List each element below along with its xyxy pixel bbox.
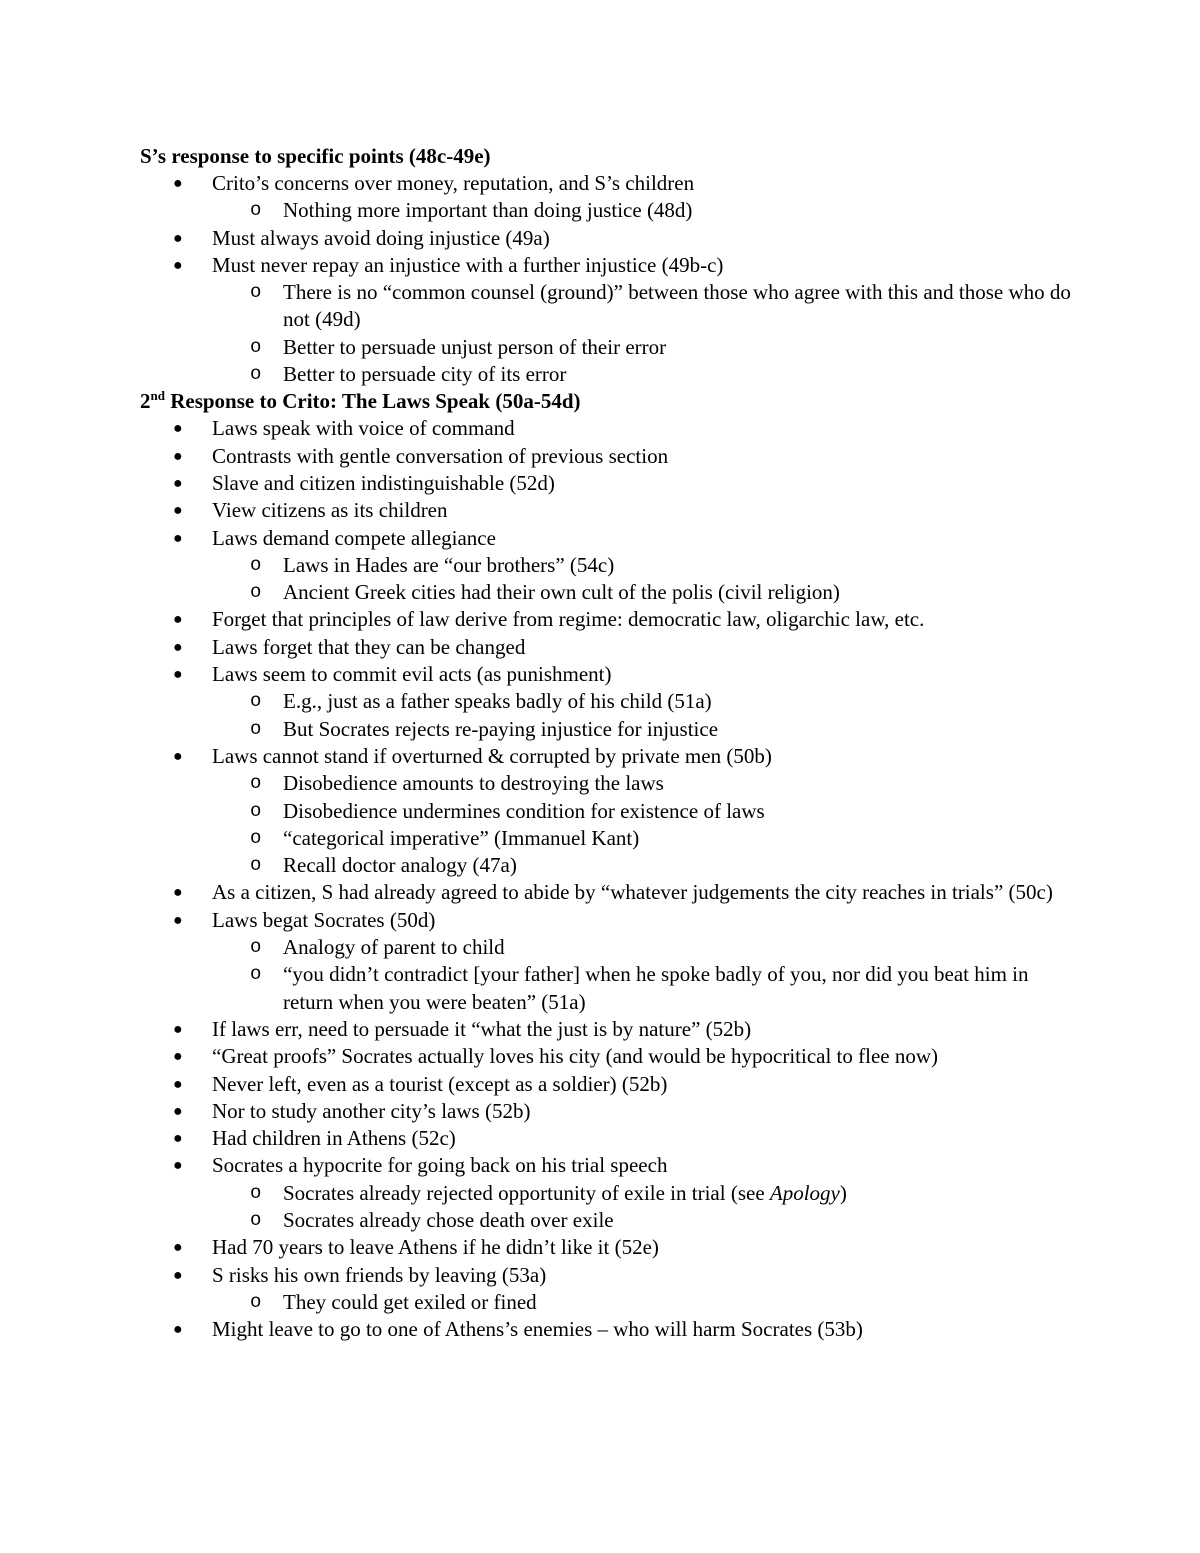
bullet-item xyxy=(140,443,1080,470)
sub-bullet-item xyxy=(140,1207,1080,1234)
sub-bullet-item xyxy=(140,716,1080,743)
sub-bullet-icon: o xyxy=(250,690,262,713)
sub-bullet-icon: o xyxy=(250,1181,262,1204)
sub-bullet-icon: o xyxy=(250,553,262,576)
bullet-text: Must never repay an injustice with a further injustice (49b-c) xyxy=(212,252,724,277)
bullet-item xyxy=(140,1316,1080,1343)
bullet-item xyxy=(140,252,1080,279)
bullet-icon: ● xyxy=(173,1048,183,1066)
sub-bullet-item xyxy=(140,579,1080,606)
bullet-text: Crito’s concerns over money, reputation, and S’s children xyxy=(212,171,695,195)
bullet-item xyxy=(140,497,1080,524)
bullet-text: S risks his own friends by leaving (53a) xyxy=(212,1262,547,1287)
sub-bullet-icon: o xyxy=(250,717,262,740)
document-body xyxy=(140,143,1080,1343)
bullet-text: Laws forget that they can be changed xyxy=(212,634,526,659)
heading-ordinal-suffix: nd xyxy=(150,388,165,404)
bullet-text: Disobedience undermines condition for existence of laws xyxy=(283,798,765,823)
bullet-icon: ● xyxy=(173,447,183,465)
bullet-item xyxy=(140,225,1080,252)
bullet-item xyxy=(140,415,1080,442)
bullet-icon: ● xyxy=(173,1102,183,1120)
bullet-text: Contrasts with gentle conversation of previous section xyxy=(212,443,669,468)
book-title: Apology xyxy=(769,1180,840,1205)
heading-text: Response to Crito: The Laws Speak (50a-54d) xyxy=(164,389,581,414)
bullet-icon: ● xyxy=(173,1130,183,1148)
bullet-icon: ● xyxy=(173,502,183,520)
bullet-icon: ● xyxy=(173,529,183,547)
bullet-text: There is no “common counsel (ground)” between those who agree with this and those who do not (49d) xyxy=(283,280,1071,332)
sub-bullet-icon: o xyxy=(250,936,262,959)
section-heading: S’s response to specific points (48c-49e) xyxy=(140,144,491,168)
bullet-item xyxy=(140,1016,1080,1043)
bullet-text: Socrates a hypocrite for going back on his trial speech xyxy=(212,1153,668,1178)
bullet-text: Better to persuade unjust person of their error xyxy=(283,334,667,359)
sub-bullet-item xyxy=(140,798,1080,825)
bullet-text: Laws seem to commit evil acts (as punishment) xyxy=(212,662,612,687)
bullet-text: “Great proofs” Socrates actually loves his city (and would be hypocritical to flee now) xyxy=(212,1044,939,1069)
bullet-icon: ● xyxy=(173,229,183,247)
bullet-item xyxy=(140,907,1080,934)
sub-bullet-item xyxy=(140,770,1080,797)
bullet-text: Laws begat Socrates (50d) xyxy=(212,907,436,932)
bullet-item xyxy=(140,743,1080,770)
bullet-icon: ● xyxy=(173,1020,183,1038)
bullet-icon: ● xyxy=(173,611,183,629)
sub-bullet-item xyxy=(140,934,1080,961)
bullet-icon: ● xyxy=(173,1321,183,1339)
section-heading xyxy=(140,388,1080,415)
bullet-text: Laws cannot stand if overturned & corrupted by private men (50b) xyxy=(212,743,772,768)
bullet-item xyxy=(140,1125,1080,1152)
bullet-icon: ● xyxy=(173,1239,183,1257)
sub-bullet-item xyxy=(140,1289,1080,1316)
bullet-text: “you didn’t contradict [your father] when he spoke badly of you, nor did you beat him in return when you were beaten” (51a) xyxy=(283,962,1029,1014)
bullet-text: Never left, even as a tourist (except as a soldier) (52b) xyxy=(212,1071,668,1096)
bullet-item xyxy=(140,879,1080,906)
bullet-text: Ancient Greek cities had their own cult of the polis (civil religion) xyxy=(283,580,840,605)
sub-bullet-item xyxy=(140,961,1080,1016)
bullet-icon: ● xyxy=(173,747,183,765)
bullet-text: Better to persuade city of its error xyxy=(283,362,567,387)
bullet-text: Laws speak with voice of command xyxy=(212,416,515,441)
bullet-item xyxy=(140,606,1080,633)
bullet-item xyxy=(140,1262,1080,1289)
bullet-text: E.g., just as a father speaks badly of his child (51a) xyxy=(283,689,712,714)
bullet-item xyxy=(140,470,1080,497)
sub-bullet-icon: o xyxy=(250,799,262,822)
sub-bullet-icon: o xyxy=(250,281,262,304)
bullet-text: View citizens as its children xyxy=(212,498,448,523)
sub-bullet-item xyxy=(140,334,1080,361)
sub-bullet-item xyxy=(140,825,1080,852)
sub-bullet-item xyxy=(140,852,1080,879)
bullet-item xyxy=(140,525,1080,552)
bullet-item xyxy=(140,634,1080,661)
sub-bullet-icon: o xyxy=(250,772,262,795)
heading-number: 2 xyxy=(140,389,151,414)
sub-bullet-icon: o xyxy=(250,335,262,358)
bullet-icon: ● xyxy=(173,175,183,192)
sub-bullet-icon: o xyxy=(250,199,262,222)
bullet-item xyxy=(140,1043,1080,1070)
bullet-text: Forget that principles of law derive from regime: democratic law, oligarchic law, etc. xyxy=(212,607,925,632)
bullet-text: But Socrates rejects re-paying injustice for injustice xyxy=(283,716,719,741)
bullet-icon: ● xyxy=(173,420,183,438)
sub-bullet-icon: o xyxy=(250,963,262,986)
sub-bullet-icon: o xyxy=(250,581,262,604)
bullet-text: Socrates already chose death over exile xyxy=(283,1207,614,1232)
bullet-item xyxy=(140,170,1080,197)
bullet-icon: ● xyxy=(173,666,183,684)
bullet-item xyxy=(140,661,1080,688)
bullet-item xyxy=(140,1234,1080,1261)
sub-bullet-item xyxy=(140,552,1080,579)
bullet-text: Slave and citizen indistinguishable (52d) xyxy=(212,470,555,495)
bullet-text: Laws demand compete allegiance xyxy=(212,525,496,550)
bullet-text: Recall doctor analogy (47a) xyxy=(283,853,517,878)
bullet-item xyxy=(140,1098,1080,1125)
bullet-text: Laws in Hades are “our brothers” (54c) xyxy=(283,552,615,577)
bullet-text: Disobedience amounts to destroying the laws xyxy=(283,771,664,796)
sub-bullet-item xyxy=(140,279,1080,334)
bullet-icon: ● xyxy=(173,1157,183,1175)
sub-bullet-icon: o xyxy=(250,363,262,386)
bullet-text: Analogy of parent to child xyxy=(283,935,505,960)
sub-bullet-icon: o xyxy=(250,826,262,849)
bullet-text: If laws err, need to persuade it “what the just is by nature” (52b) xyxy=(212,1016,752,1041)
bullet-text-part: ) xyxy=(839,1180,847,1205)
bullet-icon: ● xyxy=(173,1075,183,1093)
bullet-text xyxy=(283,1180,1080,1207)
bullet-text: Had 70 years to leave Athens if he didn’t like it (52e) xyxy=(212,1235,659,1260)
bullet-text-part: Socrates already rejected opportunity of exile in trial (see xyxy=(283,1180,770,1205)
sub-bullet-icon: o xyxy=(250,1208,262,1231)
bullet-icon: ● xyxy=(173,474,183,492)
bullet-icon: ● xyxy=(173,1266,183,1284)
sub-bullet-item xyxy=(140,361,1080,388)
sub-bullet-item xyxy=(140,197,1080,224)
bullet-item xyxy=(140,1071,1080,1098)
bullet-text: Nor to study another city’s laws (52b) xyxy=(212,1098,531,1123)
bullet-text: As a citizen, S had already agreed to abide by “whatever judgements the city reaches in trials” (50c) xyxy=(212,880,1053,905)
sub-bullet-item xyxy=(140,688,1080,715)
bullet-text: Had children in Athens (52c) xyxy=(212,1126,456,1151)
bullet-icon: ● xyxy=(173,638,183,656)
bullet-icon: ● xyxy=(173,256,183,274)
bullet-text: Must always avoid doing injustice (49a) xyxy=(212,225,550,250)
bullet-icon: ● xyxy=(173,911,183,929)
sub-bullet-icon: o xyxy=(250,1290,262,1313)
bullet-text: “categorical imperative” (Immanuel Kant) xyxy=(283,825,640,850)
bullet-text: Might leave to go to one of Athens’s enemies – who will harm Socrates (53b) xyxy=(212,1317,863,1342)
sub-bullet-item xyxy=(140,1180,1080,1207)
bullet-text: Nothing more important than doing justice (48d) xyxy=(283,198,693,223)
sub-bullet-icon: o xyxy=(250,854,262,877)
bullet-text: They could get exiled or fined xyxy=(283,1289,537,1314)
bullet-icon: ● xyxy=(173,884,183,902)
bullet-item xyxy=(140,1152,1080,1179)
